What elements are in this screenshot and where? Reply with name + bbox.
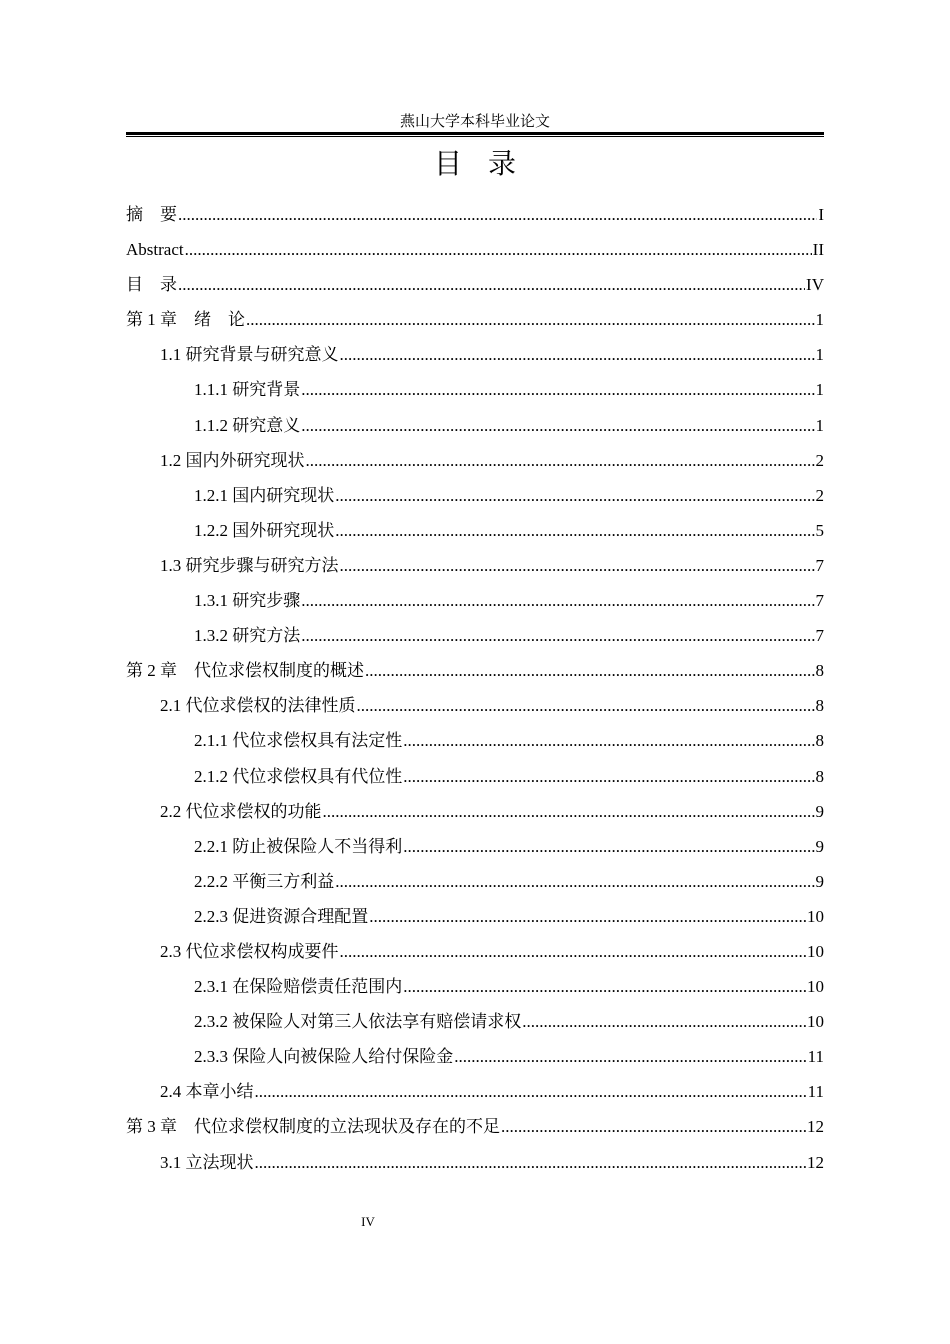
toc-entry-label: 1.3.2 研究方法 xyxy=(194,626,301,646)
toc-entry-page: 9 xyxy=(815,871,824,891)
toc-entry-page: 5 xyxy=(815,520,824,540)
toc-entry[interactable] xyxy=(126,934,824,969)
toc-entry[interactable] xyxy=(126,548,824,583)
toc-dot-leader xyxy=(301,618,814,653)
toc-entry[interactable] xyxy=(126,864,824,899)
toc-entry-page: 10 xyxy=(807,941,824,961)
toc-entry[interactable] xyxy=(126,443,824,478)
toc-entry-label: 1.3 研究步骤与研究方法 xyxy=(160,555,339,575)
toc-entry-label: 2.2 代位求偿权的功能 xyxy=(160,801,322,821)
toc-entry-page: 8 xyxy=(815,731,824,751)
toc-dot-leader xyxy=(335,478,814,513)
toc-dot-leader xyxy=(357,688,815,723)
toc-entry-page: 1 xyxy=(815,345,824,365)
toc-entry[interactable] xyxy=(126,688,824,723)
toc-entry-label: 2.3.3 保险人向被保险人给付保险金 xyxy=(194,1047,454,1067)
toc-entry[interactable] xyxy=(126,408,824,443)
toc-dot-leader xyxy=(403,969,806,1004)
toc-dot-leader xyxy=(246,302,815,337)
toc-dot-leader xyxy=(365,653,815,688)
toc-entry-page: IV xyxy=(806,275,824,295)
toc-entry-page: 1 xyxy=(815,310,824,330)
toc-dot-leader xyxy=(522,1004,806,1039)
toc-entry-label: 1.1 研究背景与研究意义 xyxy=(160,345,339,365)
toc-entry[interactable] xyxy=(126,653,824,688)
toc-entry-label: 2.2.3 促进资源合理配置 xyxy=(194,906,369,926)
toc-entry-label: 2.1 代位求偿权的法律性质 xyxy=(160,696,356,716)
toc-dot-leader xyxy=(301,408,814,443)
toc-dot-leader xyxy=(340,548,815,583)
toc-entry-page: 12 xyxy=(807,1152,824,1172)
toc-entry-page: 1 xyxy=(815,415,824,435)
toc-entry-page: 10 xyxy=(807,1012,824,1032)
toc-dot-leader xyxy=(454,1039,806,1074)
toc-entry-page: 2 xyxy=(815,485,824,505)
toc-entry-label: 1.3.1 研究步骤 xyxy=(194,591,301,611)
page-title: 目录 xyxy=(433,147,542,180)
running-header: 燕山大学本科毕业论文 xyxy=(399,114,550,130)
toc-dot-leader xyxy=(335,513,814,548)
toc-entry[interactable] xyxy=(126,337,824,372)
toc-entry[interactable] xyxy=(126,513,824,548)
toc-dot-leader xyxy=(403,759,814,794)
toc-entry-label: 2.1.1 代位求偿权具有法定性 xyxy=(194,731,403,751)
toc-entry-page: 8 xyxy=(815,766,824,786)
toc-dot-leader xyxy=(369,899,806,934)
toc-entry[interactable] xyxy=(126,829,824,864)
toc-dot-leader xyxy=(301,372,814,407)
toc-entry-page: 2 xyxy=(815,450,824,470)
toc-entry[interactable] xyxy=(126,1004,824,1039)
toc-entry[interactable] xyxy=(126,302,824,337)
toc-entry-label: 1.1.1 研究背景 xyxy=(194,380,301,400)
toc-entry-page: 10 xyxy=(807,977,824,997)
toc-entry[interactable] xyxy=(126,583,824,618)
toc-entry-label: 摘 要 xyxy=(126,205,177,224)
toc-dot-leader xyxy=(185,232,812,267)
toc-dot-leader xyxy=(340,337,815,372)
toc-entry[interactable] xyxy=(126,1109,824,1144)
toc-entry-label: 2.1.2 代位求偿权具有代位性 xyxy=(194,766,403,786)
toc-entry[interactable] xyxy=(126,794,824,829)
toc-entry[interactable] xyxy=(126,618,824,653)
toc-entry-page: 11 xyxy=(807,1047,824,1067)
toc-entry-page: 7 xyxy=(815,591,824,611)
toc-dot-leader xyxy=(301,583,814,618)
toc-dot-leader xyxy=(403,723,814,758)
table-of-contents xyxy=(126,197,824,1180)
toc-entry[interactable] xyxy=(126,759,824,794)
toc-entry-label: 3.1 立法现状 xyxy=(160,1152,254,1172)
toc-entry-label: 2.3.2 被保险人对第三人依法享有赔偿请求权 xyxy=(194,1012,522,1032)
toc-entry-label: 2.4 本章小结 xyxy=(160,1082,254,1102)
toc-entry-page: 7 xyxy=(815,626,824,646)
toc-entry[interactable] xyxy=(126,1145,824,1180)
toc-entry[interactable] xyxy=(126,267,824,302)
toc-entry-page: 10 xyxy=(807,906,824,926)
toc-entry-label: 2.3.1 在保险赔偿责任范围内 xyxy=(194,977,403,997)
toc-dot-leader xyxy=(323,794,815,829)
toc-dot-leader xyxy=(501,1109,806,1144)
header-rule-thin xyxy=(126,136,824,137)
toc-entry[interactable] xyxy=(126,723,824,758)
toc-entry-label: 目 录 xyxy=(126,275,177,295)
toc-entry[interactable] xyxy=(126,232,824,267)
toc-entry-label: 1.2 国内外研究现状 xyxy=(160,450,305,470)
toc-dot-leader xyxy=(178,267,805,302)
toc-dot-leader xyxy=(306,443,815,478)
toc-entry-page: II xyxy=(812,240,824,260)
toc-entry-label: 2.2.2 平衡三方利益 xyxy=(194,871,335,891)
toc-entry-page: 8 xyxy=(815,696,824,716)
toc-entry[interactable] xyxy=(126,197,824,232)
toc-entry-page: 8 xyxy=(815,661,824,681)
toc-dot-leader xyxy=(255,1145,807,1180)
header-rule-thick xyxy=(126,132,824,135)
toc-entry-page: 1 xyxy=(815,380,824,400)
toc-entry-label: 2.2.1 防止被保险人不当得利 xyxy=(194,836,403,856)
toc-entry-label: 1.2.1 国内研究现状 xyxy=(194,485,335,505)
toc-entry-page: 9 xyxy=(815,836,824,856)
toc-entry-label: 2.3 代位求偿权构成要件 xyxy=(160,941,339,961)
toc-entry-label: 第 3 章 代位求偿权制度的立法现状及存在的不足 xyxy=(126,1117,500,1137)
toc-entry-label: Abstract xyxy=(126,240,184,260)
toc-entry[interactable] xyxy=(126,478,824,513)
toc-dot-leader xyxy=(403,829,814,864)
toc-entry[interactable] xyxy=(126,372,824,407)
page-number: IV xyxy=(361,1214,375,1229)
toc-entry-page: 11 xyxy=(807,1082,824,1102)
toc-entry-page: 9 xyxy=(815,801,824,821)
toc-entry-label: 1.2.2 国外研究现状 xyxy=(194,520,335,540)
toc-dot-leader xyxy=(178,197,817,232)
toc-entry[interactable] xyxy=(126,1074,824,1109)
toc-entry[interactable] xyxy=(126,969,824,1004)
toc-entry-page: 12 xyxy=(807,1117,824,1137)
toc-entry-page: I xyxy=(818,205,824,224)
toc-entry-label: 第 1 章 绪 论 xyxy=(126,310,245,330)
toc-dot-leader xyxy=(255,1074,807,1109)
toc-dot-leader xyxy=(335,864,814,899)
toc-entry[interactable] xyxy=(126,899,824,934)
toc-entry-label: 第 2 章 代位求偿权制度的概述 xyxy=(126,661,364,681)
toc-entry-page: 7 xyxy=(815,555,824,575)
toc-dot-leader xyxy=(340,934,807,969)
toc-entry-label: 1.1.2 研究意义 xyxy=(194,415,301,435)
toc-entry[interactable] xyxy=(126,1039,824,1074)
